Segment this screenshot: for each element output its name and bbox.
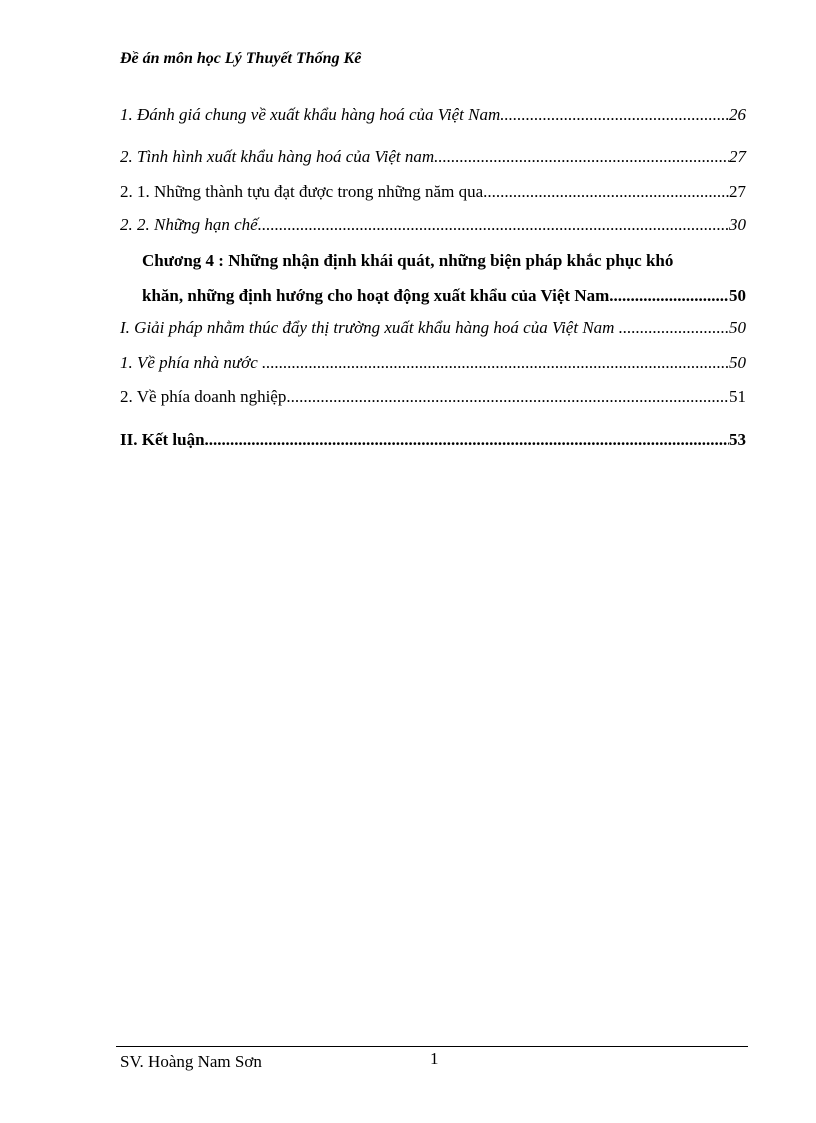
dot-leader — [266, 352, 729, 374]
toc-entry-page: 50 — [729, 318, 746, 337]
toc-entry — [142, 285, 746, 307]
toc-entry-page: 27 — [729, 182, 746, 201]
toc-entry — [120, 214, 746, 236]
dot-leader — [609, 285, 729, 307]
toc-entry-title: I. Giải pháp nhằm thúc đẩy thị trường xuất khẩu hàng hoá của Việt Nam . — [120, 318, 623, 337]
dot-leader — [205, 429, 729, 451]
toc-entry-title: 2. Về phía doanh nghiệp. — [120, 387, 291, 406]
toc-entry-page: 50 — [729, 286, 746, 305]
toc-entry-page: 51 — [729, 387, 746, 406]
toc-entry-page: 53 — [729, 430, 746, 449]
dot-leader — [291, 386, 729, 408]
dot-leader — [483, 181, 729, 203]
toc-entry — [120, 104, 746, 126]
dot-leader — [258, 214, 729, 236]
toc-entry-title: 2. 1. Những thành tựu đạt được trong những năm qua — [120, 182, 484, 201]
toc-entry-title: 2. Tình hình xuất khẩu hàng hoá của Việt nam — [120, 147, 435, 166]
toc-entry — [120, 181, 746, 203]
footer-divider — [116, 1046, 748, 1047]
toc-entry-title: 2. 2. Những hạn chế — [120, 215, 258, 234]
page-number: 1 — [430, 1049, 439, 1068]
toc-entry-page: 26 — [729, 105, 746, 124]
toc-entry — [120, 429, 746, 451]
toc-entry — [120, 386, 746, 408]
toc-entry-page: 30 — [729, 215, 746, 234]
dot-leader — [504, 104, 729, 126]
toc-entry-page: 50 — [729, 353, 746, 372]
toc-entry-title: khăn, những định hướng cho hoạt động xuất khẩu của Việt Nam — [142, 286, 610, 305]
toc-entry — [120, 146, 746, 168]
dot-leader — [434, 146, 729, 168]
toc-entry — [120, 317, 746, 339]
toc-entry-title: II. Kết luận — [120, 430, 205, 449]
toc-entry-title: 1. Đánh giá chung về xuất khẩu hàng hoá của Việt Nam. — [120, 105, 505, 124]
footer-author: SV. Hoàng Nam Sơn — [120, 1052, 262, 1071]
dot-leader — [623, 317, 729, 339]
toc-entry-title: 1. Về phía nhà nước . — [120, 353, 267, 372]
document-header: Đề án môn học Lý Thuyết Thống Kê — [120, 50, 362, 67]
toc-chapter-heading: Chương 4 : Những nhận định khái quát, những biện pháp khắc phục khó — [142, 251, 674, 270]
toc-entry — [120, 352, 746, 374]
toc-entry-page: 27 — [729, 147, 746, 166]
